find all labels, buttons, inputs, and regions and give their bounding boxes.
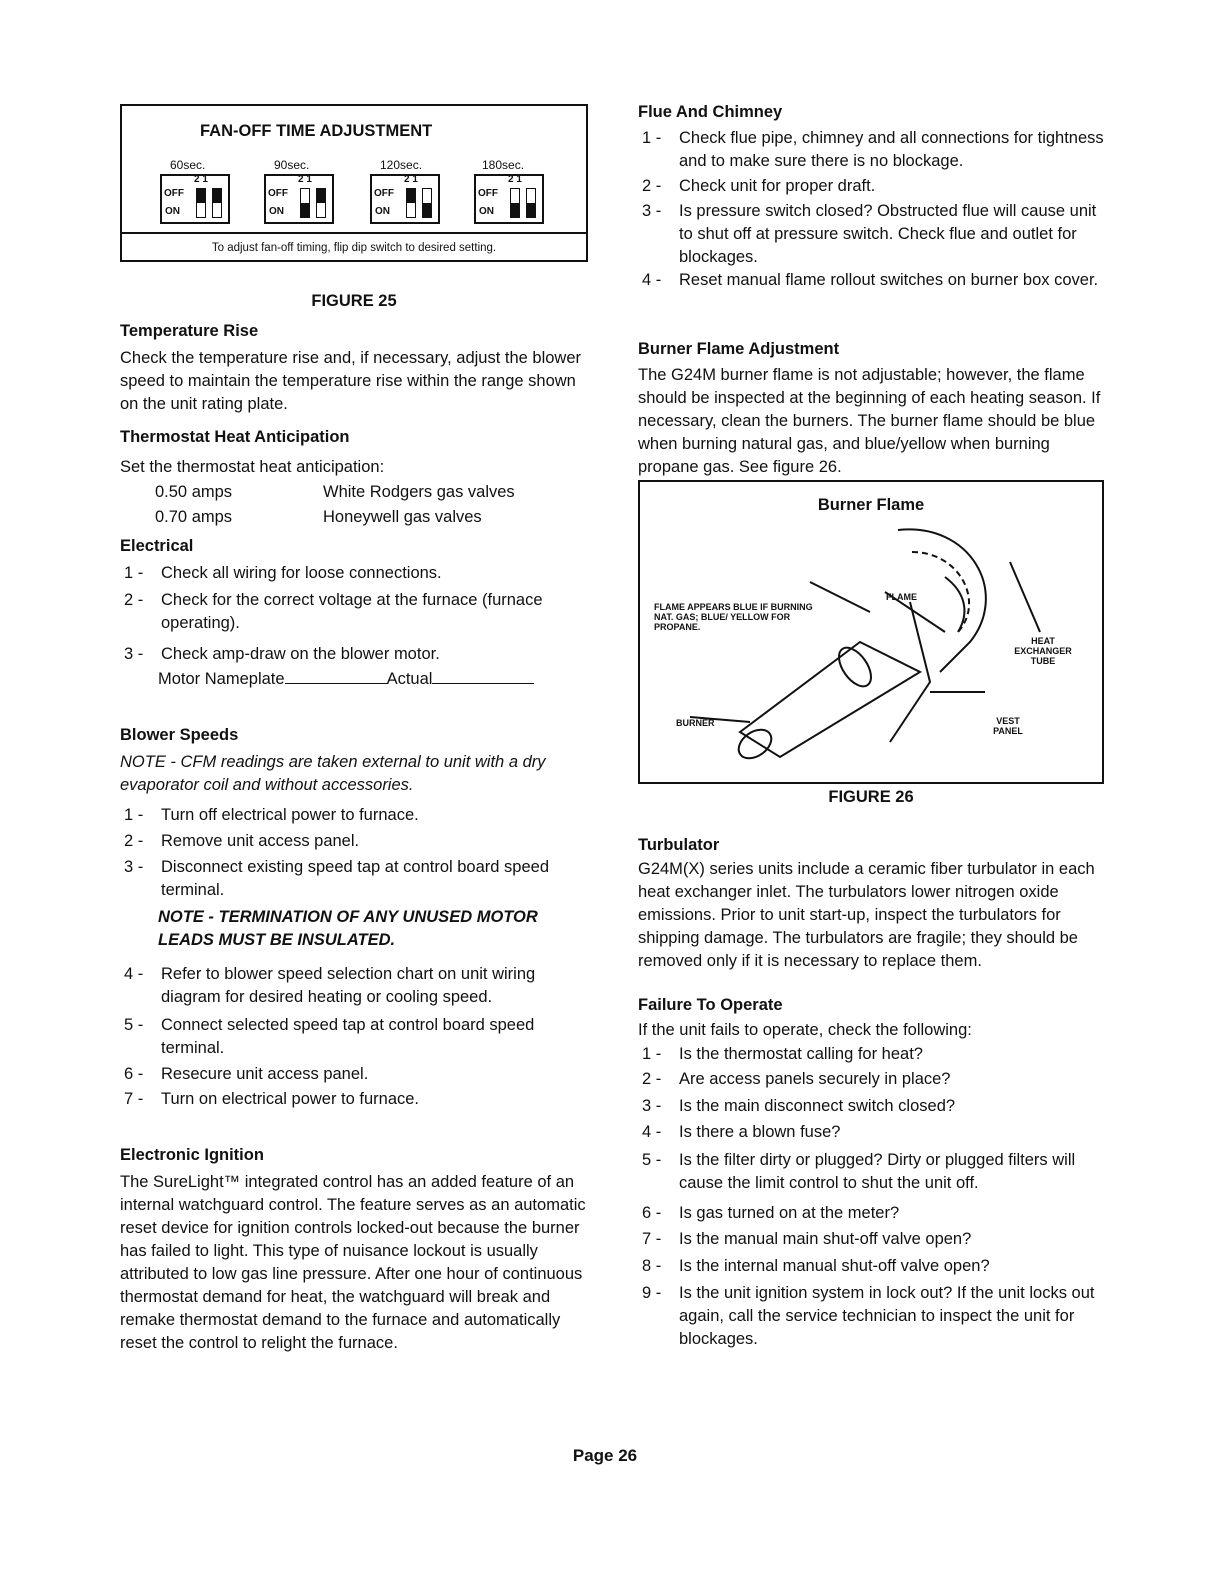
switch-1 <box>422 188 432 218</box>
setting-label-120: 120sec. <box>380 158 423 172</box>
item-number: 4 - <box>642 271 662 289</box>
thermostat-heading: Thermostat Heat Anticipation <box>120 428 350 446</box>
thermostat-valves-1: White Rodgers gas valves <box>323 483 515 501</box>
on-label: ON <box>479 206 494 217</box>
item-text: Check for the correct voltage at the furnace (furnace operating). <box>161 591 543 632</box>
nameplate-blank <box>285 667 387 684</box>
on-label: ON <box>269 206 284 217</box>
blower-speeds-heading: Blower Speeds <box>120 726 239 744</box>
figure-26-title: Burner Flame <box>817 496 925 514</box>
item-number: 4 - <box>642 1123 662 1141</box>
leader-flame-note <box>810 582 870 612</box>
item-text: Is the thermostat calling for heat? <box>679 1045 923 1063</box>
item-text: Refer to blower speed selection chart on unit wiring diagram for desired heating or cooling speed. <box>161 965 536 1006</box>
item-number: 7 - <box>124 1090 144 1108</box>
item-number: 5 - <box>642 1151 662 1169</box>
blower-note: NOTE - CFM readings are taken external to unit with a dry evaporator coil and without accessories. <box>120 753 546 794</box>
item-number: 2 - <box>642 177 662 195</box>
flue-heading: Flue And Chimney <box>638 103 783 121</box>
figure-25-instruction: To adjust fan-off timing, flip dip switch to desired setting. <box>211 242 497 254</box>
item-number: 3 - <box>124 858 144 876</box>
divider <box>122 232 586 234</box>
turbulator-heading: Turbulator <box>638 836 720 854</box>
leader-heat-exchanger <box>1010 562 1040 632</box>
dip-switch-120 <box>370 174 440 224</box>
figure-26-caption: FIGURE 26 <box>828 788 914 806</box>
thermostat-valves-2: Honeywell gas valves <box>323 508 482 526</box>
off-label: OFF <box>478 188 498 199</box>
burner-end <box>733 724 776 764</box>
flame-note-label: FLAME APPEARS BLUE IF BURNING NAT. GAS; BLUE/ YELLOW FOR PROPANE. <box>654 602 813 632</box>
item-number: 9 - <box>642 1284 662 1302</box>
item-number: 6 - <box>124 1065 144 1083</box>
item-text: Check all wiring for loose connections. <box>161 564 442 582</box>
on-label: ON <box>375 206 390 217</box>
item-number: 2 - <box>124 591 144 609</box>
item-text: Remove unit access panel. <box>161 832 360 850</box>
setting-label-60: 60sec. <box>170 158 206 172</box>
switch-2 <box>510 188 520 218</box>
off-label: OFF <box>374 188 394 199</box>
blower-warning: NOTE - TERMINATION OF ANY UNUSED MOTOR LEADS MUST BE INSULATED. <box>158 908 538 949</box>
item-text: Is the main disconnect switch closed? <box>679 1097 956 1115</box>
item-number: 1 - <box>124 564 144 582</box>
electrical-heading: Electrical <box>120 537 194 555</box>
item-text: Is there a blown fuse? <box>679 1123 841 1141</box>
vest-panel-line <box>890 602 930 742</box>
setting-label-180: 180sec. <box>482 158 525 172</box>
electronic-ignition-heading: Electronic Ignition <box>120 1146 264 1164</box>
item-number: 7 - <box>642 1230 662 1248</box>
burner-body <box>740 642 920 757</box>
item-text: Is the manual main shut-off valve open? <box>679 1230 972 1248</box>
temperature-rise-text: Check the temperature rise and, if necessary, adjust the blower speed to maintain the temperature rise within the range shown on the unit rating plate. <box>120 349 582 413</box>
electronic-ignition-text: The SureLight™ integrated control has an added feature of an internal watchguard control. The feature serves as an automatic reset device for ignition controls locked-out because the burner has failed to light. This type of nuisance lockout is usually attributed to low gas line pressure. After one hour of continuous thermostat demand for heat, the watchguard will break and remake thermostat demand to the furnace and automatically reset the control to relight the furnace. <box>120 1173 586 1352</box>
item-number: 2 - <box>642 1070 662 1088</box>
thermostat-amps-2: 0.70 amps <box>155 508 233 526</box>
flame-curve <box>945 577 964 632</box>
burner-flame-heading: Burner Flame Adjustment <box>638 340 840 358</box>
item-number: 3 - <box>642 202 662 220</box>
switch-numbers: 2 1 <box>508 174 522 185</box>
switch-numbers: 2 1 <box>404 174 418 185</box>
item-text: Check amp-draw on the blower motor. <box>161 645 440 663</box>
thermostat-amps-1: 0.50 amps <box>155 483 233 501</box>
vest-panel-label: VEST PANEL <box>993 716 1023 736</box>
item-text: Resecure unit access panel. <box>161 1065 369 1083</box>
actual-label: Actual <box>386 670 433 688</box>
burner-flame-illustration <box>640 482 1102 782</box>
item-number: 3 - <box>642 1097 662 1115</box>
failure-intro: If the unit fails to operate, check the following: <box>638 1021 972 1039</box>
switch-numbers: 2 1 <box>194 174 208 185</box>
switch-2 <box>300 188 310 218</box>
figure-25-box <box>120 104 588 262</box>
item-text: Are access panels securely in place? <box>679 1070 951 1088</box>
item-text: Reset manual flame rollout switches on burner box cover. <box>679 271 1099 289</box>
on-label: ON <box>165 206 180 217</box>
item-text: Connect selected speed tap at control board speed terminal. <box>161 1016 535 1057</box>
exchanger-inner <box>912 552 969 632</box>
item-number: 1 - <box>642 1045 662 1063</box>
item-text: Is the unit ignition system in lock out? If the unit locks out again, call the service technician to inspect the unit for blockages. <box>679 1284 1095 1348</box>
item-text: Check unit for proper draft. <box>679 177 876 195</box>
figure-26-box <box>638 480 1104 784</box>
burner-flame-text: The G24M burner flame is not adjustable; however, the flame should be inspected at the beginning of each heating season. If necessary, clean the burners. The burner flame should be blue when burning natural gas, and blue/yellow when burning propane gas. See figure 26. <box>638 366 1101 476</box>
burner-label: BURNER <box>676 718 715 728</box>
switch-1 <box>212 188 222 218</box>
flame-label: FLAME <box>886 592 917 602</box>
turbulator-text: G24M(X) series units include a ceramic fiber turbulator in each heat exchanger inlet. The turbulators lower nitrogen oxide emissions. Prior to unit start-up, inspect the turbulators for shipping damage. The turbulators are fragile; they should be removed only if it is necessary to replace them. <box>638 860 1095 970</box>
item-number: 8 - <box>642 1257 662 1275</box>
switch-1 <box>316 188 326 218</box>
item-text: Is gas turned on at the meter? <box>679 1204 900 1222</box>
heat-exchanger-label: HEAT EXCHANGER TUBE <box>1014 636 1072 666</box>
failure-heading: Failure To Operate <box>638 996 783 1014</box>
figure-25-title: FAN-OFF TIME ADJUSTMENT <box>200 122 433 140</box>
item-number: 1 - <box>124 806 144 824</box>
actual-blank <box>432 667 534 684</box>
dip-switch-90 <box>264 174 334 224</box>
figure-25-caption: FIGURE 25 <box>311 292 397 310</box>
switch-2 <box>196 188 206 218</box>
dip-switch-60 <box>160 174 230 224</box>
item-text: Is pressure switch closed? Obstructed flue will cause unit to shut off at pressure switch. Check flue and outlet for blockages. <box>679 202 1097 266</box>
motor-nameplate-label: Motor Nameplate <box>158 670 285 688</box>
item-number: 6 - <box>642 1204 662 1222</box>
item-text: Check flue pipe, chimney and all connections for tightness and to make sure there is no blockage. <box>679 129 1104 170</box>
item-number: 3 - <box>124 645 144 663</box>
item-text: Turn on electrical power to furnace. <box>161 1090 420 1108</box>
burner-collar <box>833 642 878 692</box>
item-number: 1 - <box>642 129 662 147</box>
item-number: 2 - <box>124 832 144 850</box>
item-text: Turn off electrical power to furnace. <box>161 806 419 824</box>
switch-1 <box>526 188 536 218</box>
dip-switch-180 <box>474 174 544 224</box>
item-text: Is the internal manual shut-off valve open? <box>679 1257 990 1275</box>
item-number: 5 - <box>124 1016 144 1034</box>
off-label: OFF <box>268 188 288 199</box>
page-number: Page 26 <box>572 1446 638 1465</box>
setting-label-90: 90sec. <box>274 158 310 172</box>
switch-2 <box>406 188 416 218</box>
item-number: 4 - <box>124 965 144 983</box>
item-text: Disconnect existing speed tap at control board speed terminal. <box>161 858 549 899</box>
item-text: Is the filter dirty or plugged? Dirty or plugged filters will cause the limit control to shut the unit off. <box>679 1151 1076 1192</box>
off-label: OFF <box>164 188 184 199</box>
motor-nameplate-line <box>158 667 534 691</box>
switch-numbers: 2 1 <box>298 174 312 185</box>
temperature-rise-heading: Temperature Rise <box>120 322 259 340</box>
thermostat-intro: Set the thermostat heat anticipation: <box>120 458 385 476</box>
